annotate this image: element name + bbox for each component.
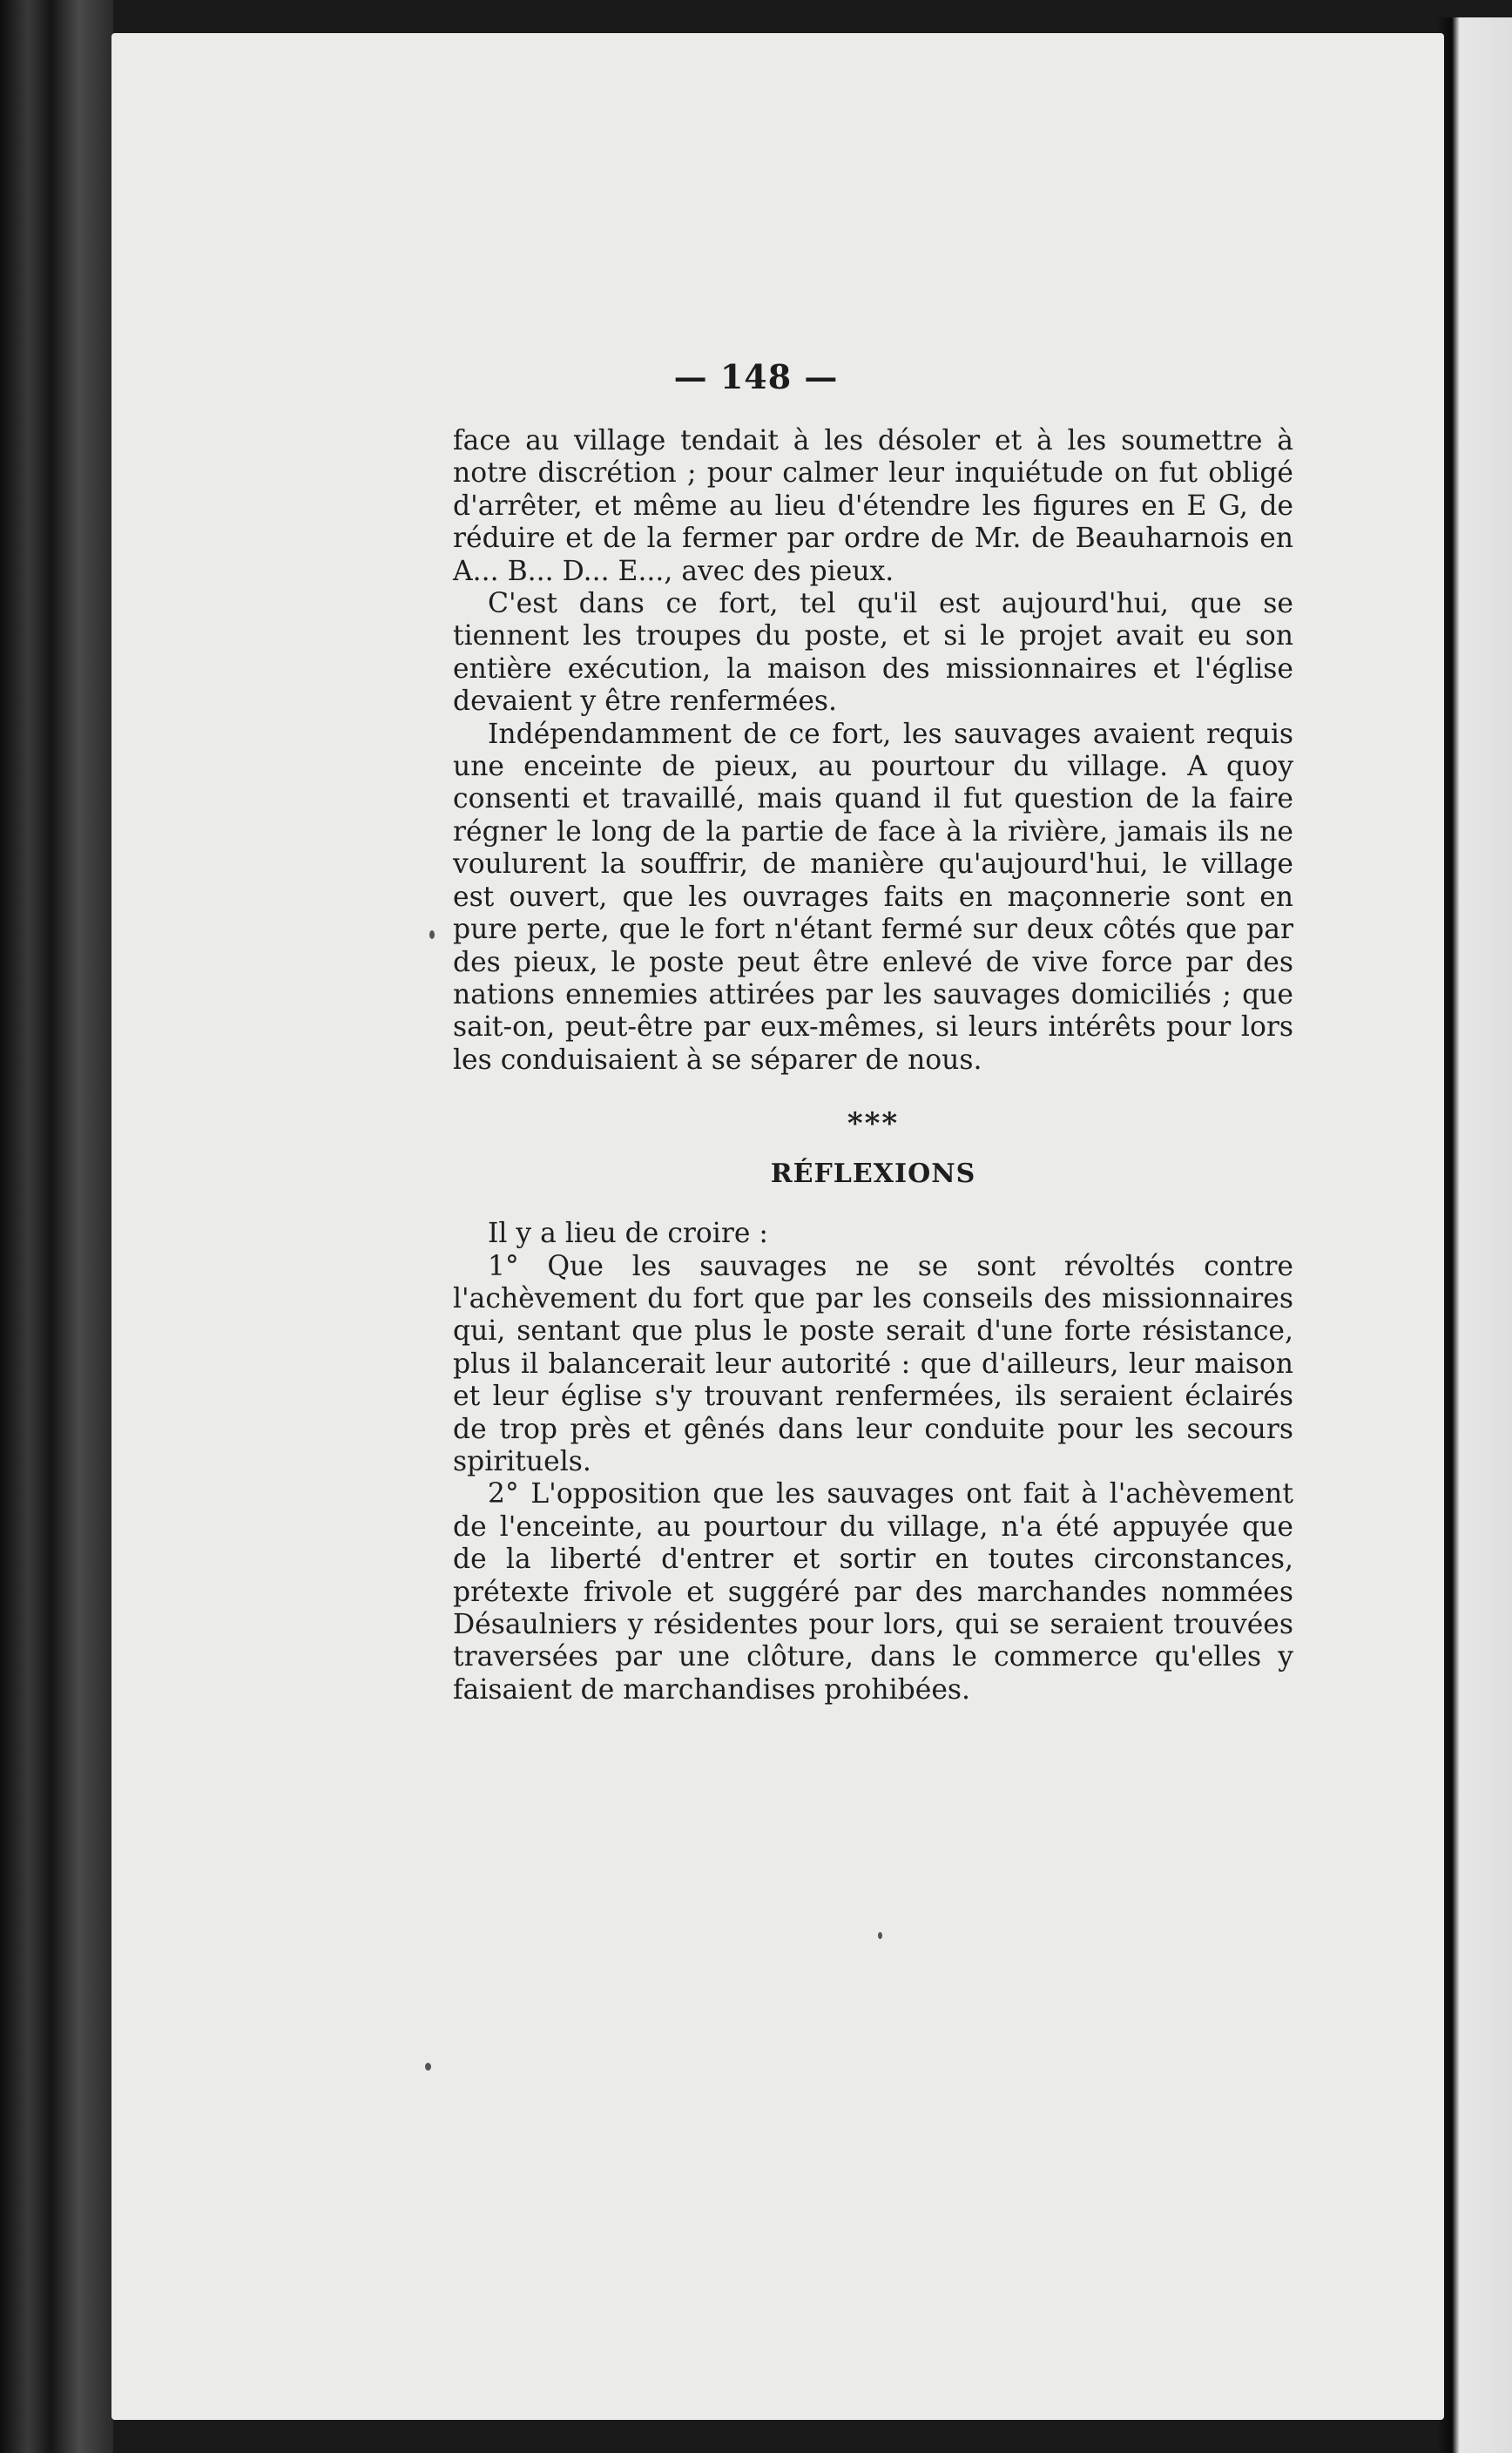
- paragraph: Il y a lieu de croire :: [488, 1218, 768, 1250]
- paragraph: 1° Que les sauvages ne se sont révoltés contre l'achèvement du fort que par les conseils des missionnaires qui, sentant que plus le poste serait d'une forte résistance, plus il balancerait leur autorité : que d'ailleurs, leur maison et leur église s'y trouvant renfermées, ils seraient éclairés de trop près et gênés dans leur conduite pour les secours spirituels.: [453, 1250, 1293, 1477]
- paragraph: C'est dans ce fort, tel qu'il est aujourd'hui, que se tiennent les troupes du poste, et si le projet avait eu son entière exécution, la maison des missionnaires et l'église devaient y être renfermées.: [453, 588, 1293, 718]
- section-ornament: ***: [847, 1106, 900, 1142]
- paper-speck: [429, 930, 435, 939]
- paper-speck: [878, 1932, 882, 1939]
- page-number: — 148 —: [673, 357, 839, 396]
- paragraph: face au village tendait à les désoler et à les soumettre à notre discrétion ; pour calmer leur inquiétude on fut obligé d'arrêter, et même au lieu d'étendre les figures en E G, de réduire et de la fermer par ordre de Mr. de Beauharnois en A... B... D... E..., avec des pieux.: [453, 425, 1293, 587]
- paragraph: 2° L'opposition que les sauvages ont fait à l'achèvement de l'enceinte, au pourtour du village, n'a été appuyée que de la liberté d'entrer et sortir en toutes circonstances, prétexte frivole et suggéré par des marchandes nommées Désaulniers y résidentes pour lors, qui se seraient trouvées traversées par une clôture, dans le commerce qu'elles y faisaient de marchandises prohibées.: [453, 1478, 1293, 1706]
- paragraph: Indépendamment de ce fort, les sauvages avaient requis une enceinte de pieux, au pourtour du village. A quoy consenti et travaillé, mais quand il fut question de la faire régner le long de la partie de face à la rivière, jamais ils ne voulurent la souffrir, de manière qu'aujourd'hui, le village est ouvert, que les ouvrages faits en maçonnerie sont en pure perte, que le fort n'étant fermé sur deux côtés que par des pieux, le poste peut être enlevé de vive force par des nations ennemies attirées par les sauvages domiciliés ; que sait-on, peut-être par eux-mêmes, si leurs intérêts pour lors les conduisaient à se séparer de nous.: [453, 718, 1293, 1076]
- paper-speck: [425, 2063, 431, 2071]
- section-heading: RÉFLEXIONS: [770, 1159, 976, 1190]
- body-text: [453, 425, 1293, 1706]
